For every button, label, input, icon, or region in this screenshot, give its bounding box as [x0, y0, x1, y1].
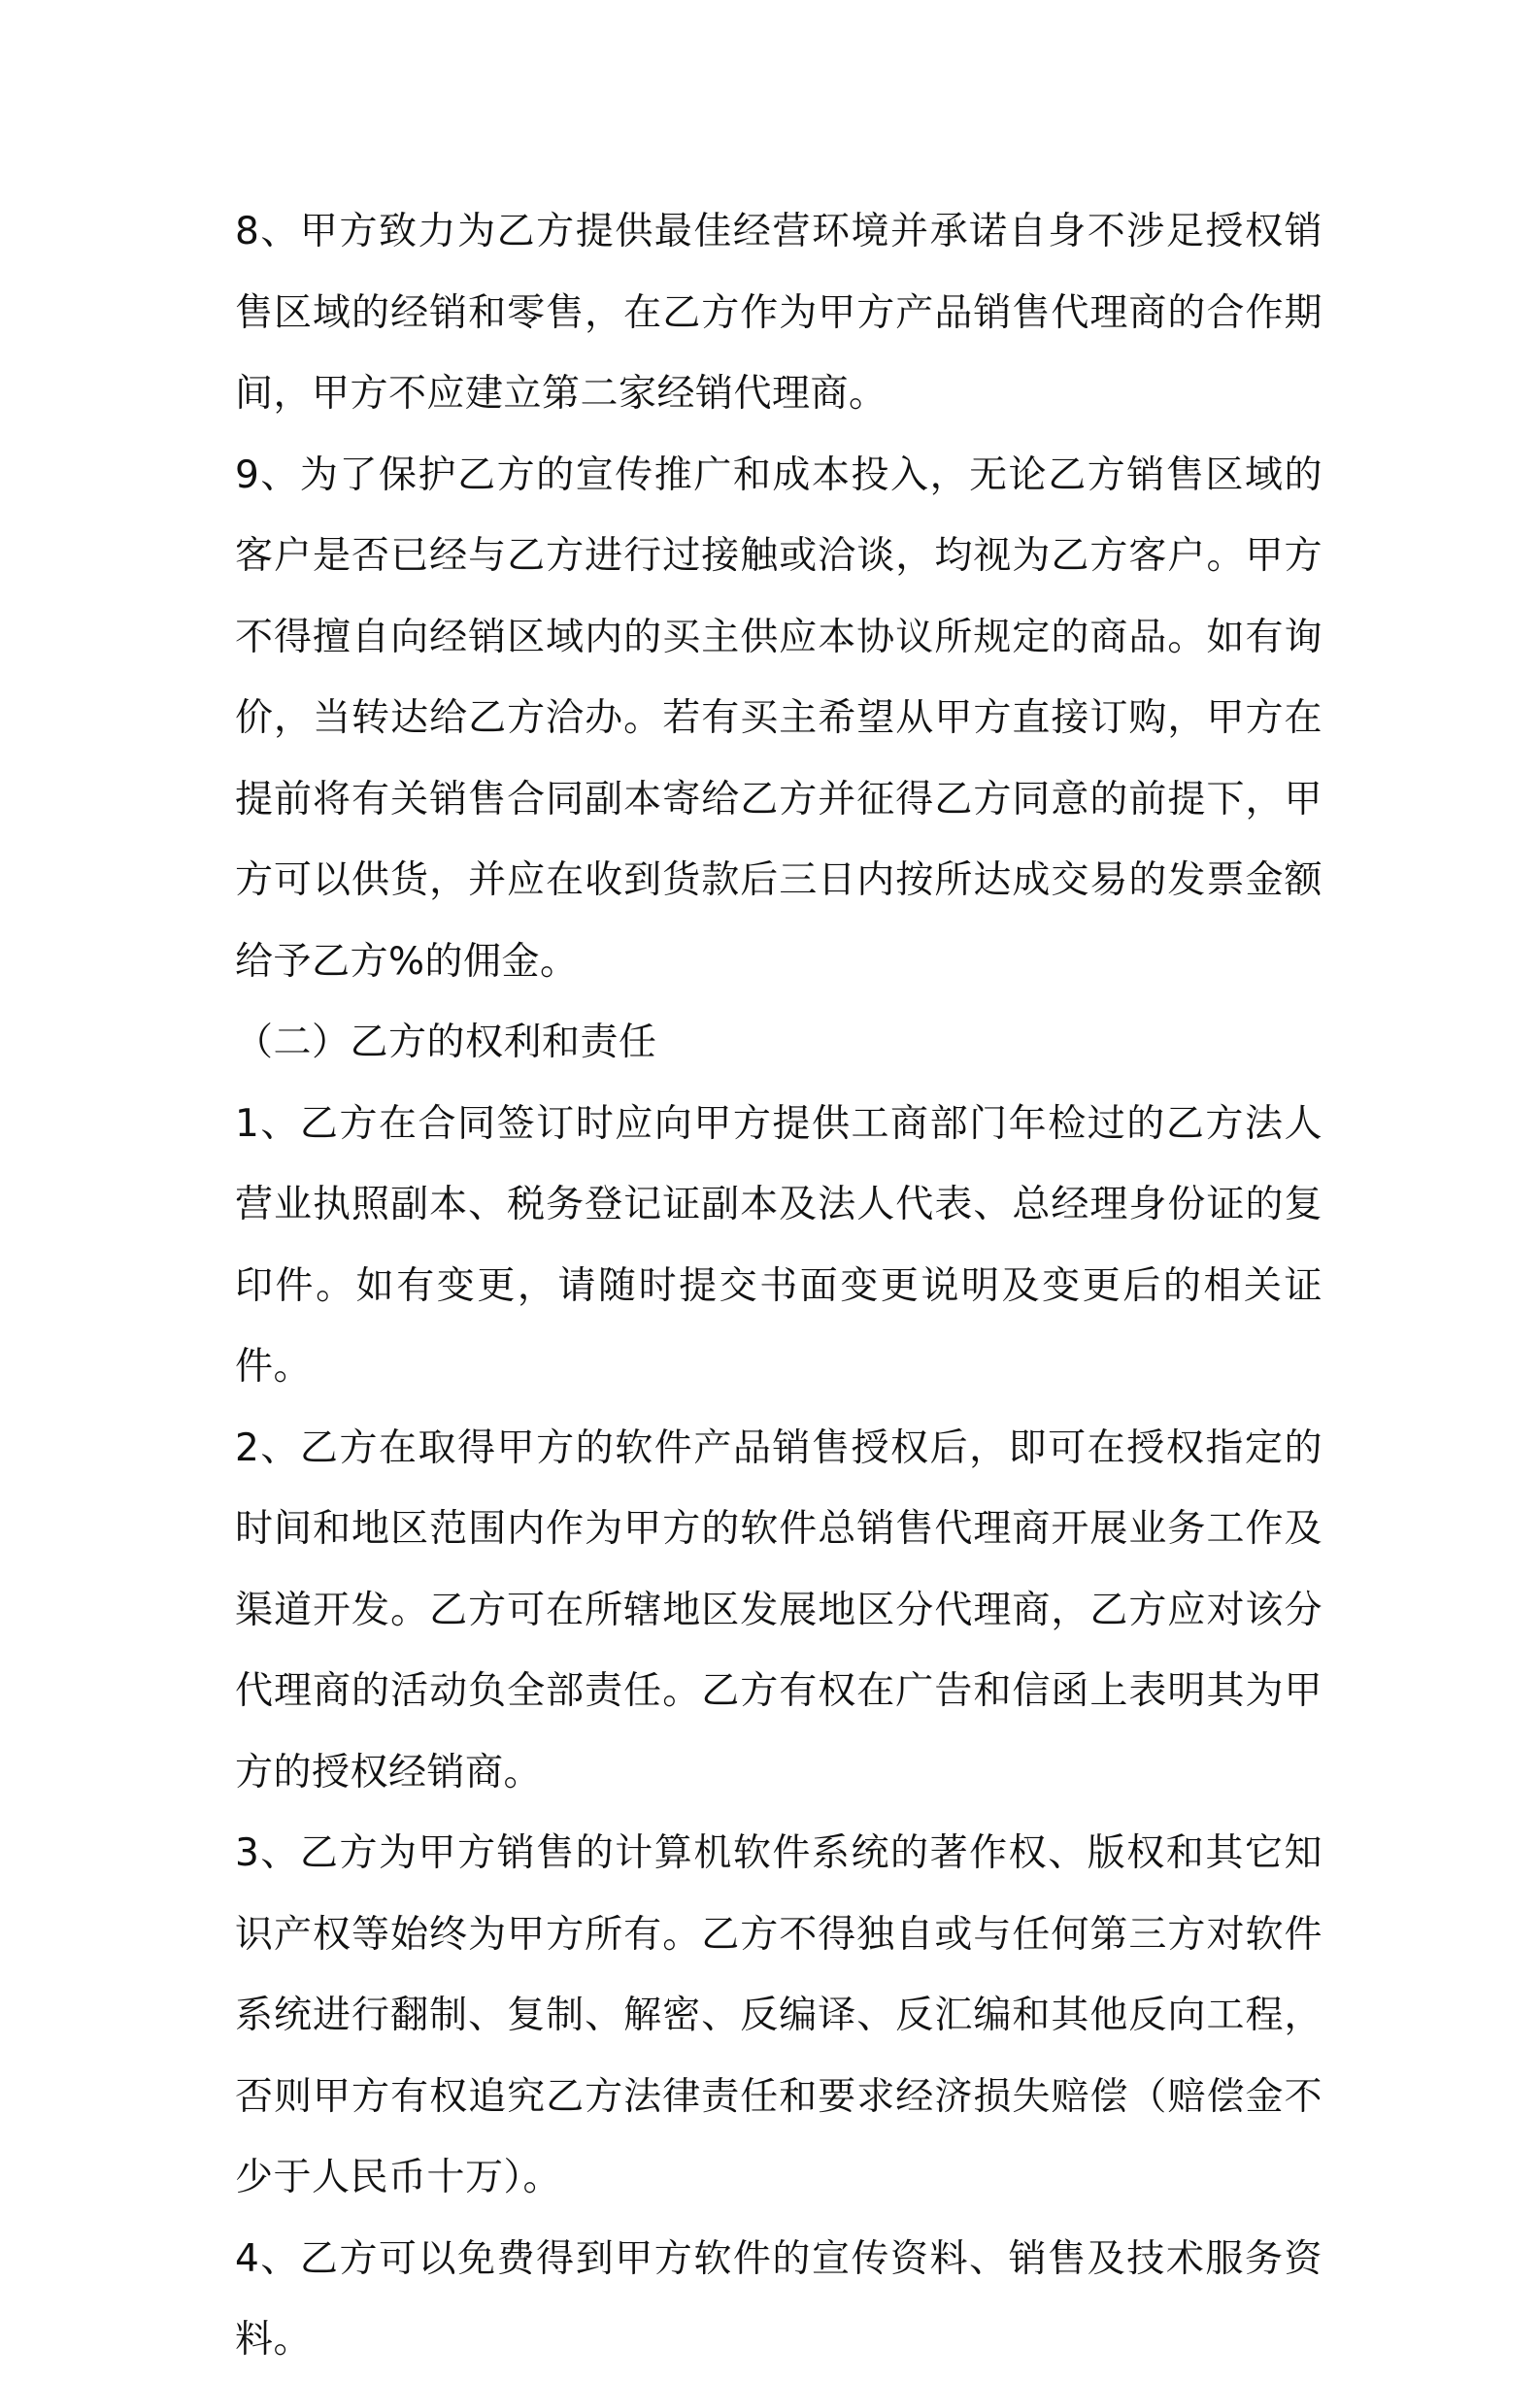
clause-2: 2、乙方在取得甲方的软件产品销售授权后，即可在授权指定的时间和地区范围内作为甲方的软件总销售代理商开展业务工作及渠道开发。乙方可在所辖地区发展地区分代理商，乙方应对该分代理商的活动负全部责任。乙方有权在广告和信函上表明其为甲方的授权经销商。: [235, 1425, 1322, 1794]
clause-8: 8、甲方致力为乙方提供最佳经营环境并承诺自身不涉足授权销售区域的经销和零售，在乙方作为甲方产品销售代理商的合作期间，甲方不应建立第二家经销代理商。: [235, 210, 1322, 416]
clause-3: 3、乙方为甲方销售的计算机软件系统的著作权、版权和其它知识产权等始终为甲方所有。乙方不得独自或与任何第三方对软件系统进行翻制、复制、解密、反编译、反汇编和其他反向工程，否则甲方有权追究乙方法律责任和要求经济损失赔偿（赔偿金不少于人民币十万）。: [235, 1831, 1322, 2199]
clause-9: 9、为了保护乙方的宣传推广和成本投入，无论乙方销售区域的客户是否已经与乙方进行过接触或洽谈，均视为乙方客户。甲方不得擅自向经销区域内的买主供应本协议所规定的商品。如有询价，当转达给乙方洽办。若有买主希望从甲方直接订购，甲方在提前将有关销售合同副本寄给乙方并征得乙方同意的前提下，甲方可以供货，并应在收到货款后三日内按所达成交易的发票金额给予乙方%的佣金。: [235, 453, 1322, 984]
clause-1: 1、乙方在合同签订时应向甲方提供工商部门年检过的乙方法人营业执照副本、税务登记证副本及法人代表、总经理身份证的复印件。如有变更，请随时提交书面变更说明及变更后的相关证件。: [235, 1101, 1322, 1389]
document-body: [235, 191, 1322, 2381]
section-heading: （二）乙方的权利和责任: [235, 1021, 657, 1064]
clause-4: 4、乙方可以免费得到甲方软件的宣传资料、销售及技术服务资料。: [235, 2236, 1322, 2362]
